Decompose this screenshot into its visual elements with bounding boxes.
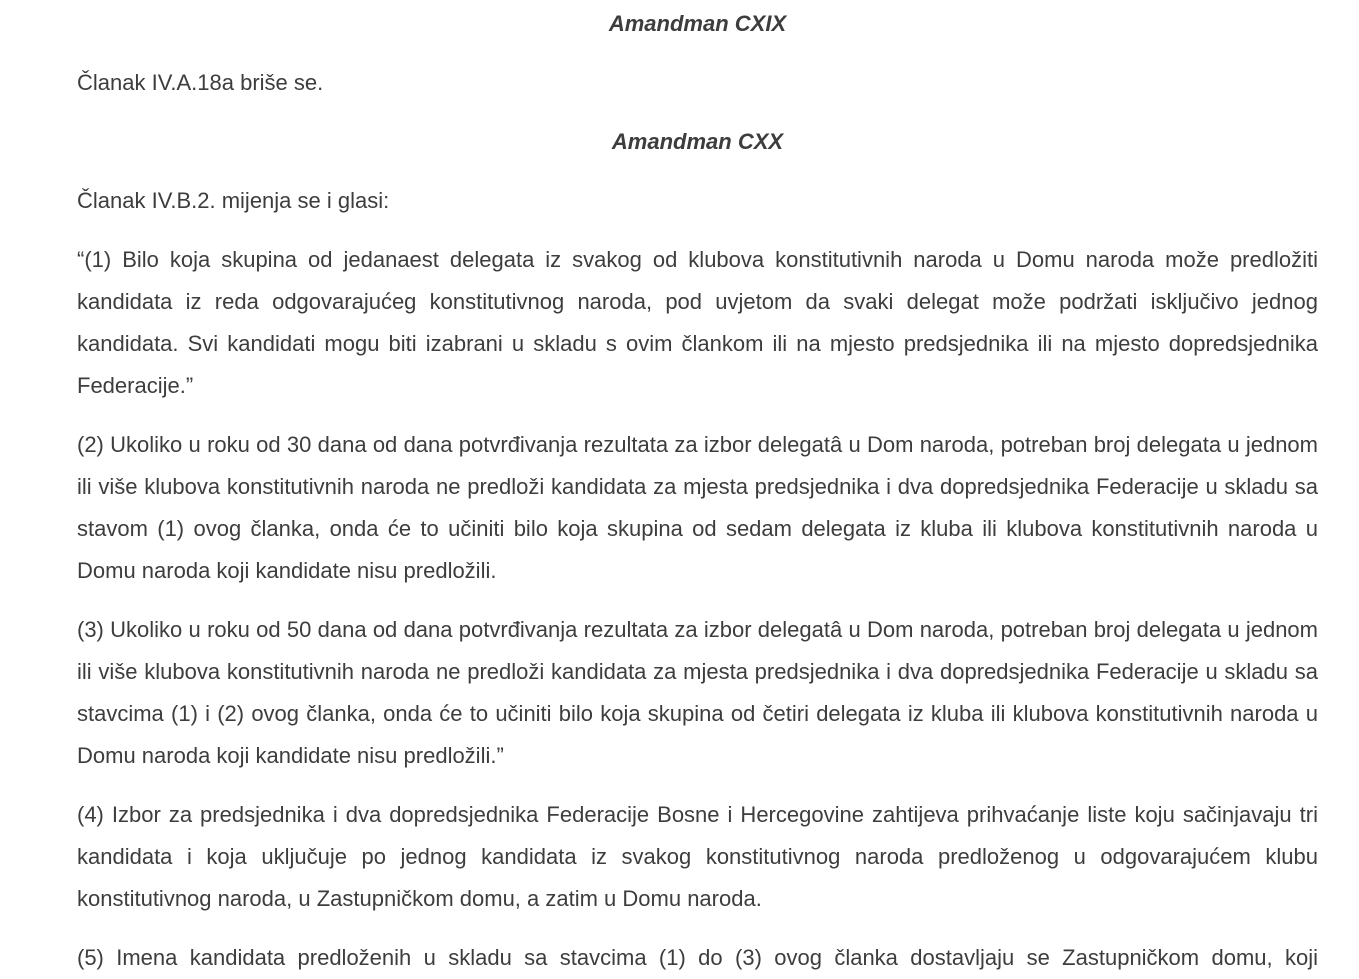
article-iva18a-text: Članak IV.A.18a briše se. xyxy=(77,70,324,95)
amendment-title-cxx: Amandman CXX xyxy=(611,129,784,154)
paragraph-stav-3: (3) Ukoliko u roku od 50 dana od dana potvrđivanja rezultata za izbor delegatâ u Dom naroda, potreban broj delegata u jednom ili više klubova konstitutivnih naroda ne predloži kandidata za mjesta predsjednika i dva dopredsjednika Federacije u skladu sa stavcima (1) i (2) ovog članka, onda će to učiniti bilo koja skupina od četiri delegata iz kluba ili klubova konstitutivnih naroda u Domu naroda koji kandidate nisu predložili.” xyxy=(77,617,1318,768)
paragraph-stav-1: “(1) Bilo koja skupina od jedanaest delegata iz svakog od klubova konstitutivnih naroda u Domu naroda može predložiti kandidata iz reda odgovarajućeg konstitutivnog naroda, pod uvjetom da svaki delegat može podržati isključivo jednog kandidata. Svi kandidati mogu biti izabrani u skladu s ovim člankom ili na mjesto predsjednika ili na mjesto dopredsjednika Federacije.” xyxy=(77,247,1318,398)
paragraph-stav-2: (2) Ukoliko u roku od 30 dana od dana potvrđivanja rezultata za izbor delegatâ u Dom naroda, potreban broj delegata u jednom ili više klubova konstitutivnih naroda ne predloži kandidata za mjesta predsjednika i dva dopredsjednika Federacije u skladu sa stavom (1) ovog članka, onda će to učiniti bilo koja skupina od sedam delegata iz kluba ili klubova konstitutivnih naroda u Domu naroda koji kandidate nisu predložili. xyxy=(77,432,1318,583)
article-ivb2-intro: Članak IV.B.2. mijenja se i glasi: xyxy=(77,188,390,213)
paragraph-stav-5-clipped: (5) Imena kandidata predloženih u skladu sa stavcima (1) do (3) ovog članka dostavljaju se Zastupničkom domu, koji xyxy=(77,945,1318,970)
amendment-title-cxix: Amandman CXIX xyxy=(608,11,787,36)
paragraph-stav-4: (4) Izbor za predsjednika i dva dopredsjednika Federacije Bosne i Hercegovine zahtijeva prihvaćanje liste koju sačinjavaju tri kandidata i koja uključuje po jednog kandidata iz svakog konstitutivnog naroda predloženog u odgovarajućem klubu konstitutivnog naroda, u Zastupničkom domu, a zatim u Domu naroda. xyxy=(77,802,1318,911)
